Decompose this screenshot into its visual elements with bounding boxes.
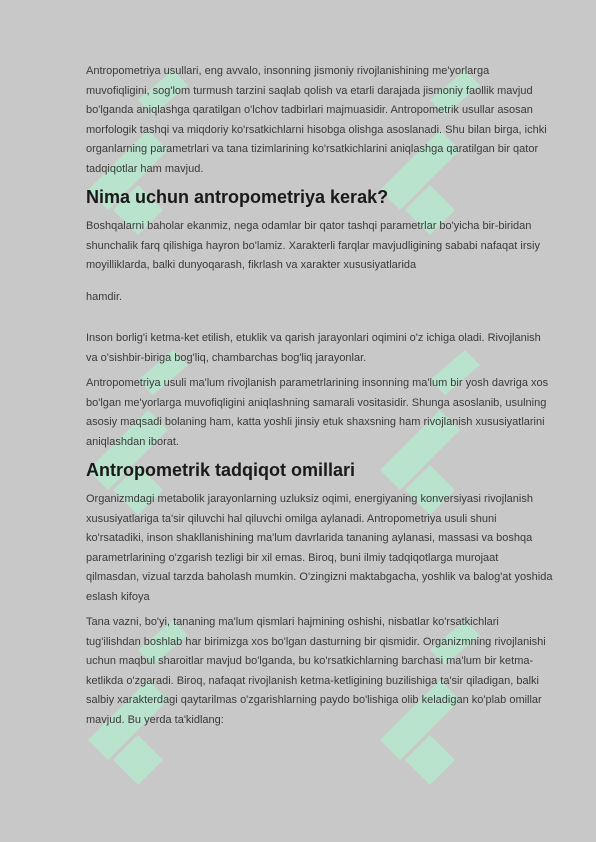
paragraph: Tana vazni, bo'yi, tananing ma'lum qismlari hajmining oshishi, nisbatlar ko'rsatkichlari tug'ilishdan boshlab har birimizga xos bo'lgan dasturning bir qismidir. Organizmning rivojlanishi uchun maqbul sharoitlar mavjud bo'lganda, bu ko'rsatkichlarning barchasi ma'lum bir ketma-ketlikda o'zgaradi. Biroq, nafaqat rivojlanish ketma-ketligining buzilishiga ta'sir qiladigan, balki salbiy xarakterdagi qaytarilmas o'zgarishlarning paydo bo'lishiga olib keladigan ko'plab omillar mavjud. Bu yerda ta'kidlang: (86, 616, 546, 726)
paragraph: Inson borlig'i ketma-ket etilish, etuklik va qarish jarayonlari oqimini o'z ichiga oladi. Rivojlanish va o'sishbir-biriga bog'liq, chambarchas bog'liq jarayonlar. (86, 332, 541, 364)
paragraph: Boshqalarni baholar ekanmiz, nega odamlar bir qator tashqi parametrlar bo'yicha bir-biridan shunchalik farq qilishiga hayron bo'lamiz. Xarakterli farqlar mavjudligining sababi nafaqat irsiy moyilliklarda, balki dunyoqarash, fikrlash va xarakter xususiyatlarida (86, 220, 540, 271)
paragraph: Antropometriya usullari, eng avvalo, insonning jismoniy rivojlanishining me'yorlarga muvofiqligini, sog'lom turmush tarzini saqlab qolish va etarli darajada jismoniy faollik mavjud bo'lganda aniqlashga qaratilgan o'lchov tadbirlari majmuasidir. Antropometrik usullar asosan morfologik tashqi va miqdoriy ko'rsatkichlarni hisobga olishga asoslanadi. Shu bilan birga, ichki organlarning parametrlari va tana tizimlarining ko'rsatkichlarini aniqlashga qaratilgan bir qator tadqiqotlar ham mavjud. (86, 65, 547, 175)
paragraph: hamdir. (86, 290, 123, 303)
paragraph: Antropometriya usuli ma'lum rivojlanish parametrlarining insonning ma'lum bir yosh davriga xos bo'lgan me'yorlarga muvofiqligini aniqlashning samarali vositasidir. Shunga asoslanib, usulning asosiy maqsadi bolaning ham, katta yoshli jinsiy etuk shaxsning ham rivojlanish xususiyatlarini aniqlashdan iborat. (86, 377, 549, 448)
spacer (86, 313, 554, 329)
paragraph: Organizmdagi metabolik jarayonlarning uzluksiz oqimi, energiyaning konversiyasi rivojlanish xususiyatlariga ta'sir qiluvchi hal qiluvchi omilga aylanadi. Antropometriya usuli shuni ko'rsatadiki, inson shakllanishining ma'lum davrlarida tananing aylanasi, massasi va boshqa parametrlarining o'zgarish tezligi bir xil emas. Biroq, buni ilmiy tadqiqotlarga murojaat qilmasdan, vizual tarzda baholash mumkin. O'zingizni maktabgacha, yoshlik va balog'at yoshida eslash kifoya (86, 493, 553, 603)
section-heading: Nima uchun antropometriya kerak? (86, 187, 389, 207)
section-heading: Antropometrik tadqiqot omillari (86, 460, 356, 480)
document-body (86, 62, 554, 736)
